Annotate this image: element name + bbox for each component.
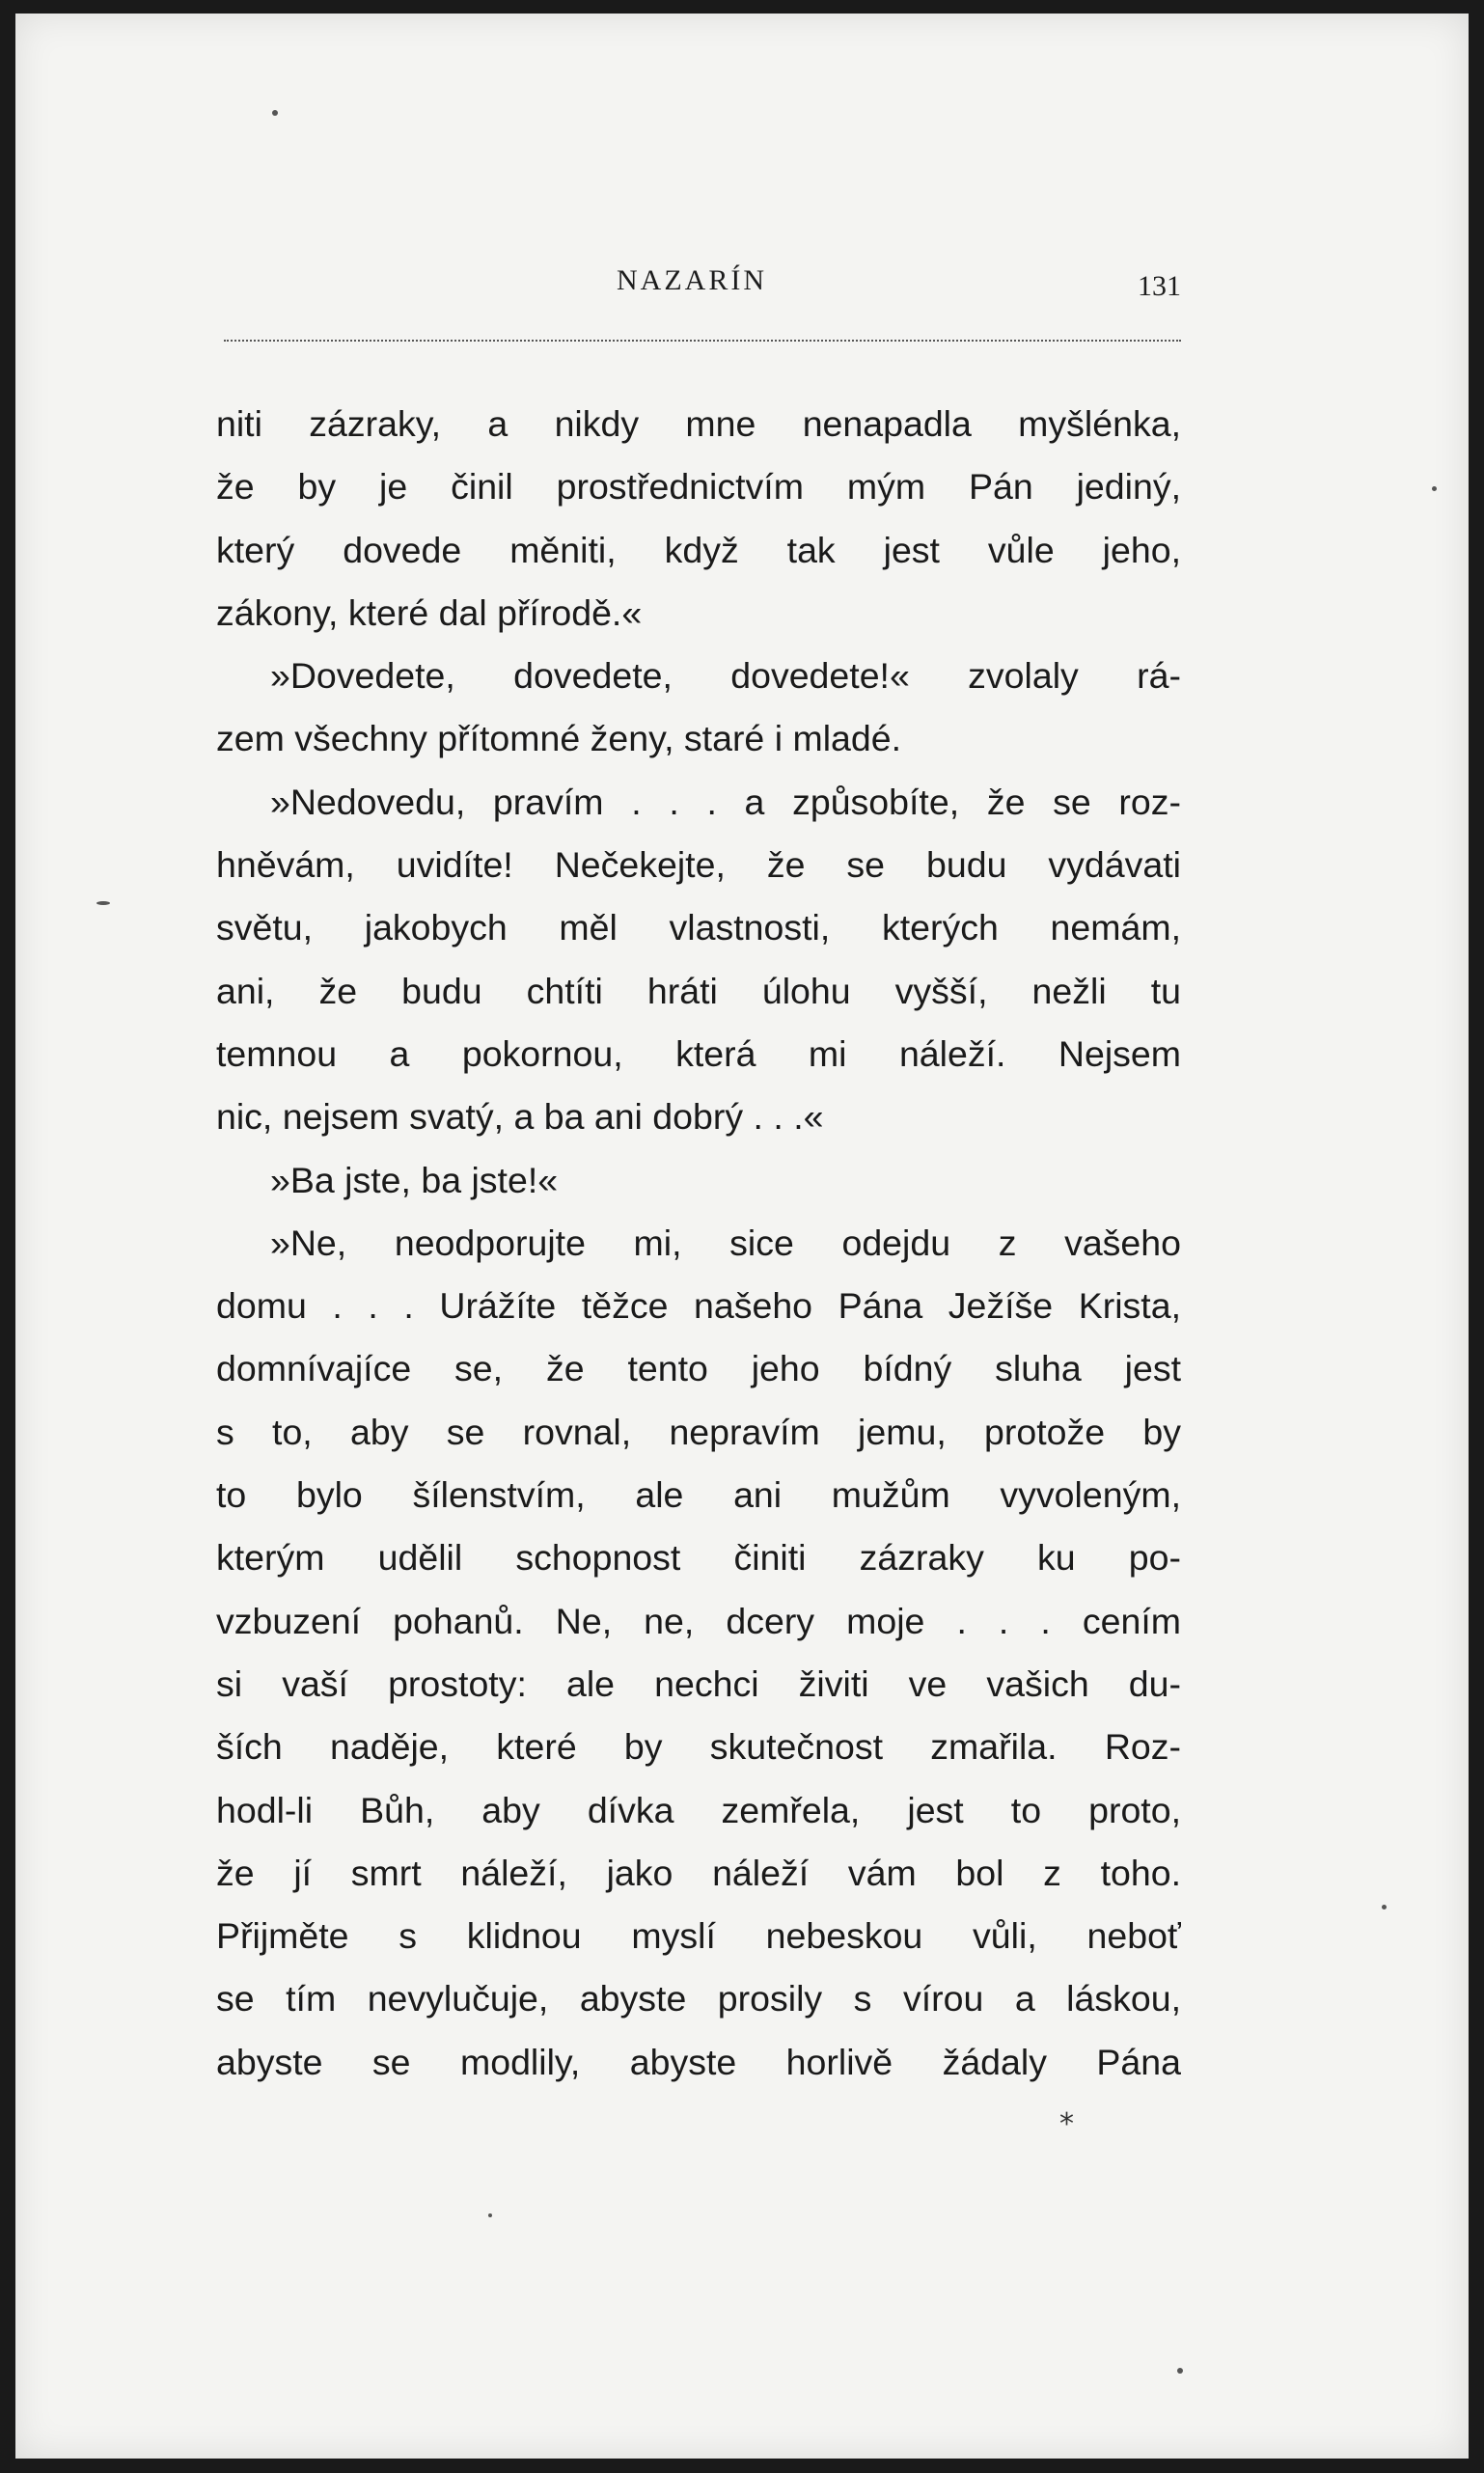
text-line: se tím nevylučuje, abyste prosily s vírou a láskou, <box>216 1978 1181 2020</box>
paper-speck <box>272 110 278 116</box>
book-page <box>15 14 1469 2459</box>
page-number: 131 <box>1138 270 1181 302</box>
text-line: niti zázraky, a nikdy mne nenapadla myšlénka, <box>216 403 1181 444</box>
text-line: světu, jakobych měl vlastnosti, kterých nemám, <box>216 907 1181 948</box>
text-line: ších naděje, které by skutečnost zmařila. Roz- <box>216 1726 1181 1768</box>
body-text <box>216 393 1181 2094</box>
paper-speck <box>1177 2368 1183 2374</box>
text-line: »Nedovedu, pravím . . . a způsobíte, že se roz- <box>270 781 1181 822</box>
text-line: který dovede měniti, když tak jest vůle jeho, <box>216 529 1181 570</box>
text-line: »Ne, neodporujte mi, sice odejdu z vašeho <box>270 1222 1181 1263</box>
text-line: to bylo šílenstvím, ale ani mužům vyvoleným, <box>216 1474 1181 1516</box>
page-header <box>216 261 1181 309</box>
text-line: temnou a pokornou, která mi náleží. Nejsem <box>216 1032 1181 1074</box>
paper-speck <box>96 901 110 905</box>
text-line: nic, nejsem svatý, a ba ani dobrý . . .« <box>216 1096 824 1138</box>
paper-speck <box>1382 1905 1387 1910</box>
text-line: si vaší prostoty: ale nechci živiti ve vašich du- <box>216 1662 1181 1704</box>
text-line: hněvám, uvidíte! Nečekejte, že se budu vydávati <box>216 844 1181 886</box>
text-line: že jí smrt náleží, jako náleží vám bol z toho. <box>216 1852 1181 1893</box>
text-line: zákony, které dal přírodě.« <box>216 591 643 633</box>
paper-speck <box>1432 486 1437 491</box>
header-rule <box>224 340 1181 342</box>
text-line: abyste se modlily, abyste horlivě žádaly Pána <box>216 2041 1181 2082</box>
signature-mark: * <box>1059 2107 1074 2141</box>
running-title: NAZARÍN <box>617 264 767 296</box>
text-line: že by je činil prostřednictvím mým Pán jediný, <box>216 466 1181 508</box>
text-line: »Dovedete, dovedete, dovedete!« zvolaly rá- <box>270 655 1181 697</box>
text-line: hodl-li Bůh, aby dívka zemřela, jest to proto, <box>216 1789 1181 1830</box>
paper-speck <box>488 2213 492 2217</box>
text-line: Přijměte s klidnou myslí nebeskou vůli, neboť <box>216 1915 1181 1957</box>
text-line: ani, že budu chtíti hráti úlohu vyšší, nežli tu <box>216 970 1181 1011</box>
text-line: s to, aby se rovnal, nepravím jemu, protože by <box>216 1411 1181 1452</box>
text-line: domu . . . Urážíte těžce našeho Pána Ježíše Krista, <box>216 1285 1181 1327</box>
text-line: zem všechny přítomné ženy, staré i mladé. <box>216 718 902 759</box>
text-line: vzbuzení pohanů. Ne, ne, dcery moje . . . cením <box>216 1600 1181 1641</box>
text-line: kterým udělil schopnost činiti zázraky ku po- <box>216 1537 1181 1579</box>
text-line: »Ba jste, ba jste!« <box>270 1159 559 1200</box>
text-line: domnívajíce se, že tento jeho bídný sluha jest <box>216 1348 1181 1389</box>
